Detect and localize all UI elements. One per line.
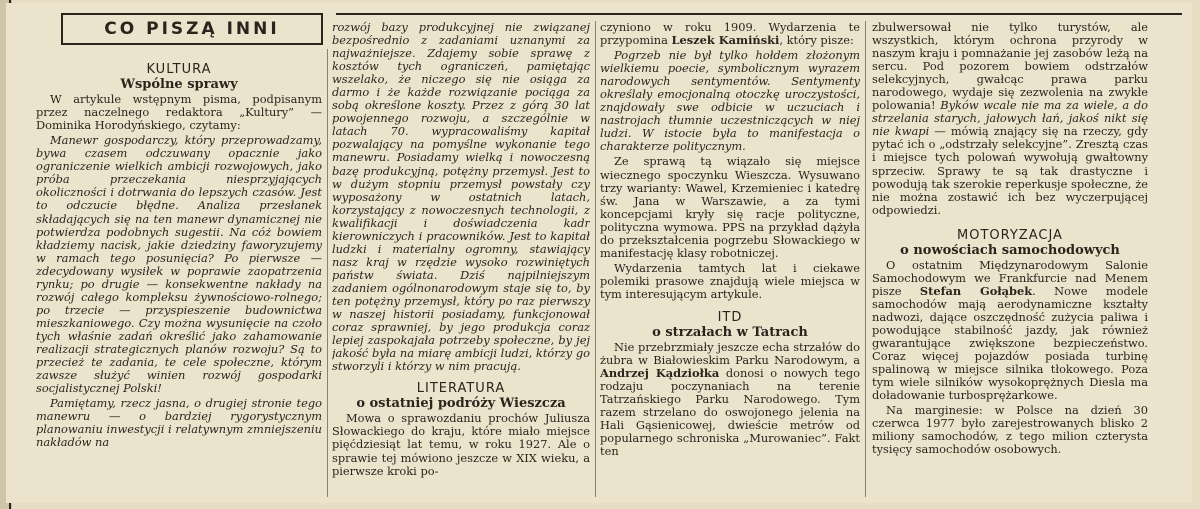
text-span: — mówią znający się na rzeczy, gdy pytać ich o „odstrzały selekcyjne”. Zresztą czas i miejsce tych polowań wywołują gwałtowny sprzeciw. Sprawy te są tak drastyczne i powodują tak szerokie reperkusje społeczne, że nie można zostawić ich bez wyczerpującej odpowiedzi. <box>872 124 1148 217</box>
column-divider <box>327 49 328 497</box>
text-span: Nie przebrzmiały jeszcze echa strzałów do żubra w Białowieskim Parku Narodowym, a <box>600 340 860 368</box>
quote-paragraph-2: Pamiętamy, rzecz jasna, o drugiej stronie tego manewru — o bardziej rygorystycznym planowaniu inwestycji i relatywnym zmniejszeniu nakładów na <box>36 396 322 450</box>
text-span: , który pisze: <box>779 33 854 48</box>
text-span: donosi o nowych tego rodzaju poczynaniach na terenie Tatrzańskiego Parku Narodowego. Tym razem strzelano do oswojonego jelenia na Hali Gąsienicowej, dwieście metrów od popularnego schroniska „Murowaniec”. Fakt ten <box>600 366 860 459</box>
subtitle-o-strzalach: o strzałach w Tatrach <box>652 325 808 341</box>
section-title-itd: ITD <box>717 309 743 325</box>
itd-paragraph <box>600 341 860 458</box>
top-rule <box>336 13 1182 15</box>
column-4 <box>872 21 1148 503</box>
itd-continuation <box>872 21 1148 217</box>
column-divider <box>595 21 596 497</box>
kaminski-quote: Pogrzeb nie był tylko hołdem złożonym wielkiemu poecie, symbolicznym wyrazem narodowych sentymentów. Sentymenty określały emocjonalną otoczkę uroczystości, znajdowały swe odbicie w uczuciach i nastrojach tłumnie uczestniczących w niej ludzi. W istocie była to manifestacja o charakterze politycznym. <box>600 48 860 154</box>
subtitle-ostatniej-podrozy: o ostatniej podróży Wieszcza <box>356 396 566 412</box>
kaminski-paragraph-3: Wydarzenia tamtych lat i ciekawe polemiki prasowe znajdują wiele miejsca w tym interesującym artykule. <box>600 260 860 301</box>
column-divider <box>865 21 866 497</box>
subtitle-o-nowosciach: o nowościach samochodowych <box>900 242 1120 258</box>
section-header-title: CO PISZĄ INNI <box>104 19 280 39</box>
intro-paragraph: W artykule wstępnym pisma, podpisanym przez naczelnego redaktora „Kultury” — Dominika Horodyńskiego, czytamy: <box>36 92 322 133</box>
author-name: Stefan Gołąbek <box>919 283 1033 298</box>
author-name: Leszek Kamiński <box>671 33 780 48</box>
quote-span: Byków wcale nie ma za wiele, a do strzelania starych, jałowych łań, jakoś nikt się nie kwapi <box>872 98 1148 139</box>
text-span: zbulwersował nie tylko turystów, ale wszystkich, którym ochrona przyrody w naszym kraju i pomnażanie jej zasobów leżą na sercu. Pod pozorem bowiem odstrzałów selekcyjnych, gwałcąc prawa parku narodowego, wydaje się zezwolenia na zwykłe polowania! <box>872 21 1148 113</box>
text-span: czyniono w roku 1909. Wydarzenia te przypomina <box>600 21 860 48</box>
section-title-motoryzacja: MOTORYZACJA <box>957 227 1063 243</box>
quote-paragraph-1: Manewr gospodarczy, który przeprowadzamy, bywa czasem odczuwany opacznie jako ograniczenie wielkich ambicji rozwojowych, jako próba przeczekania niesprzyjających okoliczności i dotrwania do lepszych czasów. Jest to odczucie błędne. Analiza przesłanek składających się na ten manewr dynamicznej nie potwierdza podobnych sugestii. Na cóż bowiem kładziemy nacisk, jakie dziedziny faworyzujemy w ramach tego posunięcia? Po pierwsze — zdecydowany wysiłek w poprawie zaopatrzenia rynku; po drugie — konsekwentne nakłady na rozwój całego kompleksu żywnościowo-rolnego; po trzecie — przyspieszenie budownictwa mieszkaniowego. Czy można wysunięcie na czoło tych właśnie zadań określić jako zahamowanie realizacji strategicznych planów rozwoju? Są to przecież te zadania, te cele społeczne, którym zawsze służyć winien rozwój gospodarki socjalistycznej Polski! <box>36 133 322 396</box>
section-title-kultura: KULTURA <box>146 63 212 77</box>
quote-continuation: rozwój bazy produkcyjnej nie związanej bezpośrednio z zadaniami uznanymi za najważniejsze. Zdajemy sobie sprawę z kosztów tych ograniczeń, pamiętając wszelako, że niczego się nie osiąga za darmo i że każde rozwiązanie pociąga za sobą określone koszty. Przez z górą 30 lat powojennego rozwoju, a szczególnie w latach 70. wypracowaliśmy kapitał pozwalający na pomyślne wykonanie tego manewru. Posiadamy wielką i nowoczesną bazę produkcyjną, potężny przemysł. Jest to w dużym stopniu przemysł powstały czy wyposażony w ostatnich latach, korzystający z nowoczesnych technologii, z kwalifikacji i doświadczenia kadr kierowniczych i pracowników. Jest to kapitał ludzki i materialny ogromny, stawiający nasz kraj w rzędzie wysoko rozwiniętych państw świata. Dziś najpilniejszym zadaniem ogólnonarodowym staje się to, by ten potężny przemysł, który po raz pierwszy w naszej historii posiadamy, funkcjonował coraz sprawniej, by jego produkcja coraz lepiej zaspokajała potrzeby społeczne, by jej jakość była na miarę ambicji ludzi, którzy go stworzyli i którzy w nim pracują. <box>332 21 590 374</box>
column-2 <box>332 21 590 503</box>
section-title-literatura: LITERATURA <box>416 381 506 397</box>
kaminski-intro <box>600 21 860 47</box>
text-span: . Nowe modele samochodów mają aerodynamiczne kształty nadwozi, dające oszczędność zużycia paliwa i powodujące stabilność jazdy, jak również gwarantujące zwiększone bezpieczeństwo. Coraz więcej pojazdów posiada turbinę spalinową w miejsce silnika tłokowego. Poza tym wiele silników wysokoprężnych Diesla ma doładowanie turbosprężarkowe. <box>872 283 1148 403</box>
newspaper-page <box>6 3 1192 503</box>
column-1 <box>36 63 322 503</box>
section-header-box <box>61 13 323 45</box>
author-name: Andrzej Kądziołka <box>600 366 720 381</box>
motoryzacja-paragraph <box>872 259 1148 403</box>
subtitle-wspolne-sprawy: Wspólne sprawy <box>120 77 238 93</box>
column-3 <box>600 21 860 503</box>
margin-note-paragraph: Na marginesie: w Polsce na dzień 30 czerwca 1977 było zarejestrowanych blisko 2 miliony samochodów, z tego milion czterysta tysięcy samochodów osobowych. <box>872 403 1148 457</box>
literatura-paragraph: Mowa o sprawozdaniu prochów Juliusza Słowackiego do kraju, które miało miejsce pięćdziesiąt lat temu, w roku 1927. Ale o sprawie tej mówiono jeszcze w XIX wieku, a pierwsze kroki po- <box>332 411 590 478</box>
text-span: O ostatnim Międzynarodowym Salonie Samochodowym we Frankfurcie nad Menem pisze <box>872 257 1148 298</box>
kaminski-paragraph-2: Ze sprawą tą wiązało się miejsce wiecznego spoczynku Wieszcza. Wysuwano trzy warianty: Wawel, Krzemieniec i katedrę św. Jana w Warszawie, a za tymi koncepcjami kryły się racje polityczne, polityczna wymowa. PPS na przykład dążyła do przekształcenia pogrzebu Słowackiego w manifestację klasy robotniczej. <box>600 154 860 260</box>
